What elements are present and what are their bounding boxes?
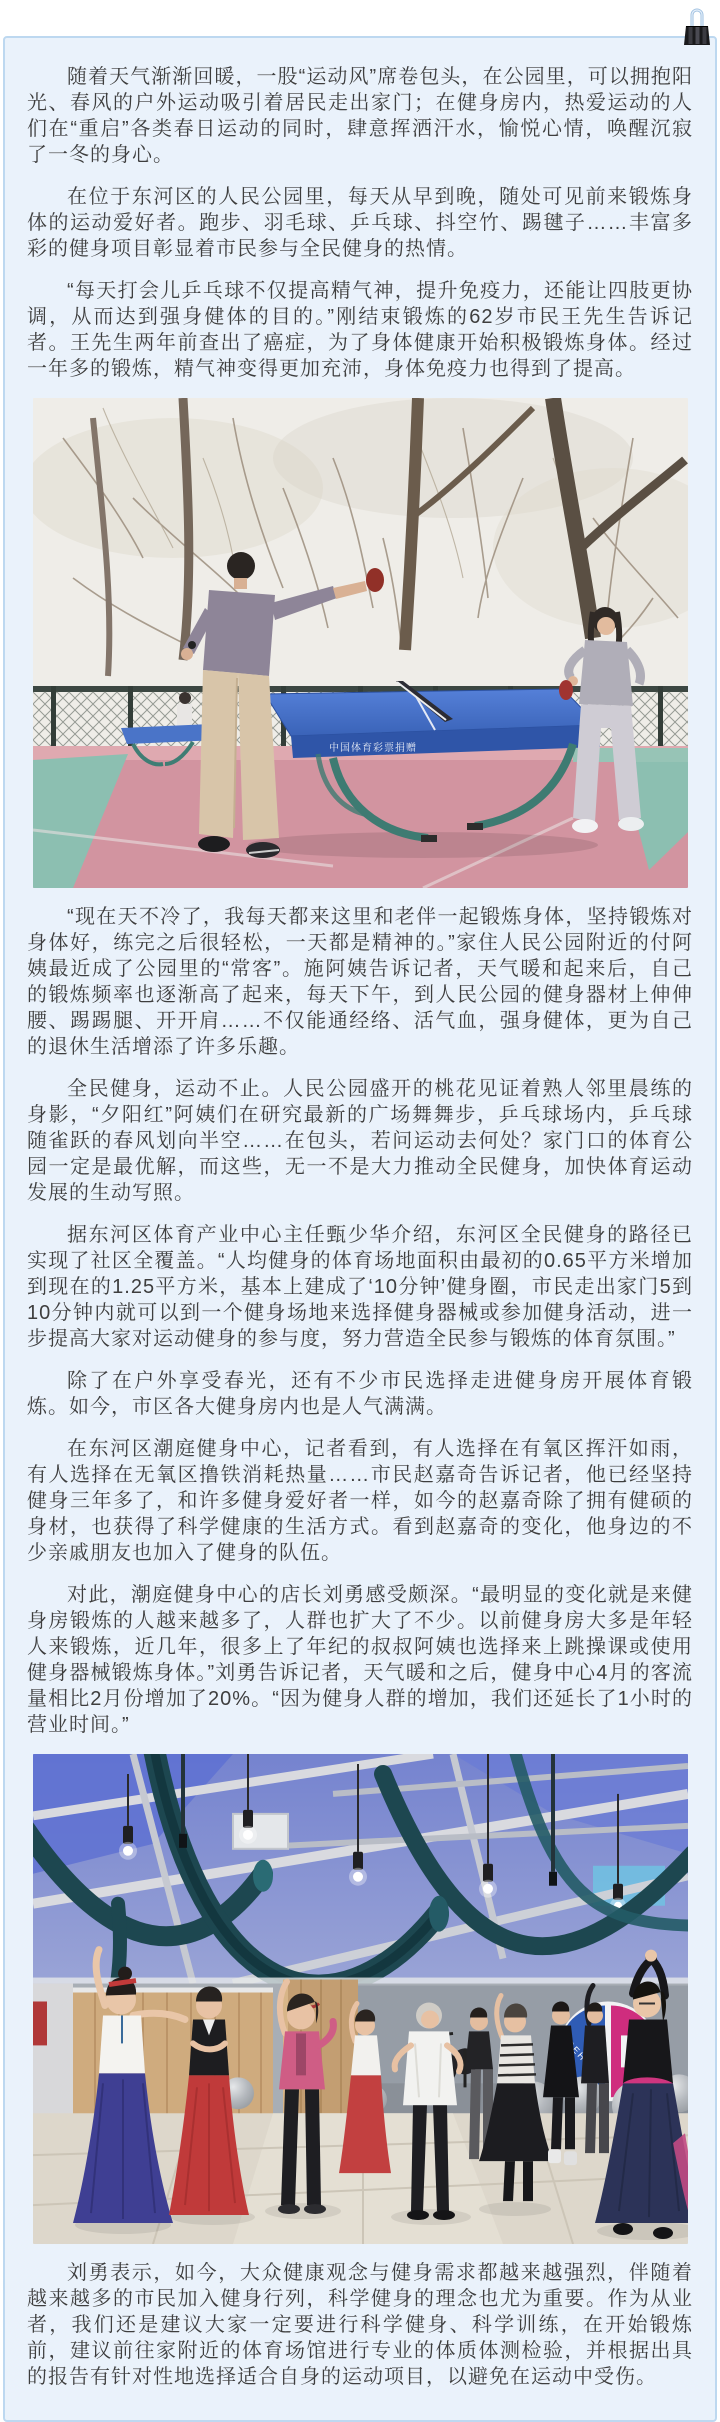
table-sponsor-text: 中国体育彩票捐赠 (328, 743, 417, 754)
article-paragraph: 对此，潮庭健身中心的店长刘勇感受颇深。“最明显的变化就是来健身房锻炼的人越来越多了，人群也扩大了不少。以前健身房大多是年轻人来锻炼，近几年，很多上了年纪的叔叔阿姨也选择来上跳操课或使用健身器械锻炼身体。”刘勇告诉记者，天气暖和之后，健身中心4月的客流量相比2月份增加了20%。“因为健身人群的增加，我们还延长了1小时的营业时间。” (27, 1584, 693, 1736)
article-paragraph: “现在天不冷了，我每天都来这里和老伴一起锻炼身体，坚持锻炼对身体好，练完之后很轻松，一天都是精神的。”家住人民公园附近的付阿姨最近成了公园里的“常客”。施阿姨告诉记者，天气暖和起来后，自己的锻炼频率也逐渐高了起来，每天下午，到人民公园的健身器材上伸伸腰、踢踢腿、开开肩……不仅能通经络、活气血，强身健体，更为自己的退休生活增添了许多乐趣。 (27, 906, 693, 1058)
park-table-tennis-photo (33, 398, 688, 888)
article-paragraph: 在位于东河区的人民公园里，每天从早到晚，随处可见前来锻炼身体的运动爱好者。跑步、羽毛球、乒乓球、抖空竹、踢毽子……丰富多彩的健身项目彰显着市民参与全民健身的热情。 (27, 186, 693, 260)
gym-dance-class-photo (33, 1754, 688, 2244)
article-paragraph: 刘勇表示，如今，大众健康观念与健身需求都越来越强烈，伴随着越来越多的市民加入健身行列，科学健身的理念也尤为重要。作为从业者，我们还是建议大家一定要进行科学健身、科学训练，在开始锻炼前，建议前往家附近的体育场馆进行专业的体质体测检验，并根据出具的报告有针对性地选择适合自身的运动项目，以避免在运动中受伤。 (27, 2262, 693, 2388)
article-paragraph: 除了在户外享受春光，还有不少市民选择走进健身房开展体育锻炼。如今，市区各大健身房内也是人气满满。 (27, 1370, 693, 1418)
article-paragraph: 在东河区潮庭健身中心，记者看到，有人选择在有氧区挥汗如雨，有人选择在无氧区撸铁消耗热量……市民赵嘉奇告诉记者，他已经坚持健身三年多了，和许多健身爱好者一样，如今的赵嘉奇除了拥有健硕的身材，也获得了科学健康的生活方式。看到赵嘉奇的变化，他身边的不少亲戚朋友也加入了健身的队伍。 (27, 1438, 693, 1564)
article-paragraph: 全民健身，运动不止。人民公园盛开的桃花见证着熟人邻里晨练的身影，“夕阳红”阿姨们在研究最新的广场舞舞步，乒乓球场内，乒乓球随雀跃的春风划向半空……在包头，若问运动去何处？家门口的体育公园一定是最优解，而这些，无一不是大力推动全民健身，加快体育运动发展的生动写照。 (27, 1078, 693, 1204)
article-paragraph: 据东河区体育产业中心主任甄少华介绍，东河区全民健身的路径已实现了社区全覆盖。“人均健身的体育场地面积由最初的0.65平方米增加到现在的1.25平方米，基本上建成了‘10分钟’健身圈，市民走出家门5到10分钟内就可以到一个健身场地来选择健身器械或参加健身活动，进一步提高大家对运动健身的参与度，努力营造全民参与锻炼的体育氛围。” (27, 1224, 693, 1350)
article-paragraph: “每天打会儿乒乓球不仅提高精气神，提升免疫力，还能让四肢更协调，从而达到强身健体的目的。”刚结束锻炼的62岁市民王先生告诉记者。王先生两年前查出了癌症，为了身体健康开始积极锻炼身体。经过一年多的锻炼，精气神变得更加充沛，身体免疫力也得到了提高。 (27, 280, 693, 380)
article-body (27, 64, 693, 2390)
article-paragraph: 随着天气渐渐回暖，一股“运动风”席卷包头，在公园里，可以拥抱阳光、春风的户外运动吸引着居民走出家门；在健身房内，热爱运动的人们在“重启”各类春日运动的同时，肆意挥洒汗水，愉悦心情，唤醒沉寂了一冬的身心。 (27, 66, 693, 166)
article-card (3, 36, 717, 2422)
binder-clip-icon (682, 6, 712, 48)
